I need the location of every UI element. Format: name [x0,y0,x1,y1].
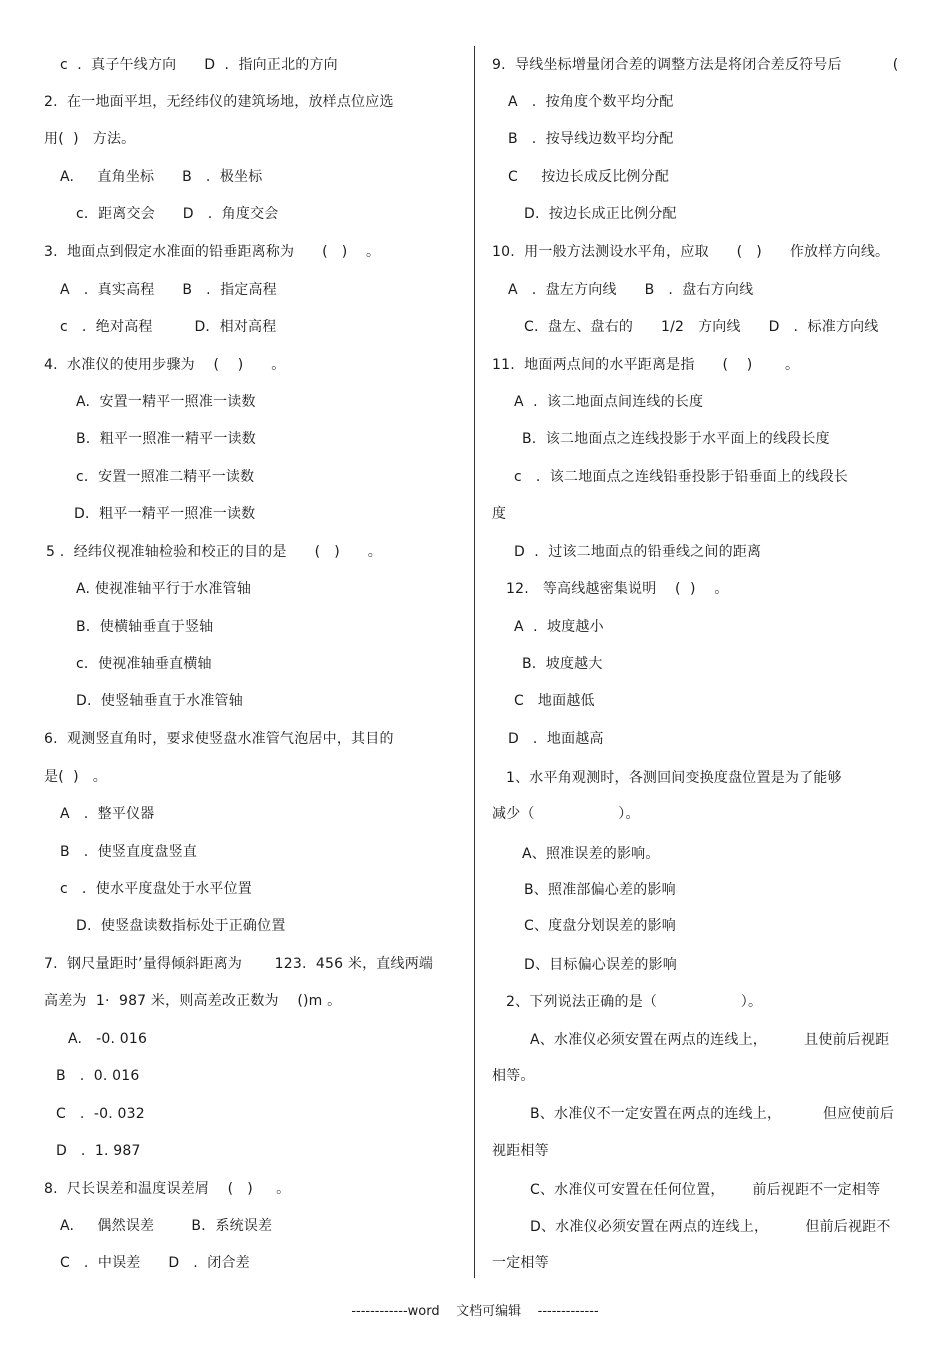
question-line: 11. 地面两点间的水平距离是指 ( ) 。 [492,357,800,373]
option-line: B. 坡度越大 [522,656,603,672]
option-line: c．安置一照准二精平一读数 [76,469,255,485]
option-line: A . 按角度个数平均分配 [508,94,674,110]
option-line: A. -0. 016 [68,1031,148,1047]
question-line: 4. 水准仪的使用步骤为 ( ) 。 [44,357,286,373]
option-line: B . 按导线边数平均分配 [508,131,674,147]
option-line: C、度盘分划误差的影响 [524,918,676,934]
question-line: 2、下列说法正确的是（ ）。 [506,994,763,1010]
option-line: B. 使横轴垂直于竖轴 [76,619,214,635]
option-line: B . 0. 016 [56,1068,140,1084]
option-line: A. 偶然误差 B．系统误差 [60,1218,273,1234]
question-line: 5 . 经纬仪视准轴检验和校正的目的是 ( ) 。 [46,544,382,560]
option-line: D．粗平一精平一照准一读数 [74,506,256,522]
option-line: D . 地面越高 [508,731,604,747]
column-divider [474,46,475,1278]
option-line: B、照准部偏心差的影响 [524,882,676,898]
option-line: c . 使水平度盘处于水平位置 [60,881,252,897]
option-line: D、目标偏心误差的影响 [524,957,677,973]
option-line: A、照准误差的影响。 [522,846,660,862]
question-line: 8. 尺长误差和温度误差屑 ( ) 。 [44,1181,291,1197]
option-line: B、水准仪不一定安置在两点的连线上， 但应使前后 [530,1106,895,1122]
question-line: 1、水平角观测时，各测回间变换度盘位置是为了能够 [506,770,842,786]
question-line: 12. 等高线越密集说明 ( ) 。 [506,581,729,597]
option-line: A . 盘左方向线 B . 盘右方向线 [508,282,754,298]
question-line: 10. 用一般方法测设水平角，应取 ( ) 作放样方向线。 [492,244,890,260]
option-line: B. 粗平一照准一精平一读数 [76,431,256,447]
option-line: 视距相等 [492,1143,549,1159]
option-line: c . 绝对高程 D．相对高程 [60,319,277,335]
option-line: C . -0. 032 [56,1106,145,1122]
option-line: D. 使竖轴垂直于水准管轴 [76,693,243,709]
option-line: D . 1. 987 [56,1143,141,1159]
option-line: 相等。 [492,1068,535,1084]
question-line: 高差为 1· 987 米，则高差改正数为 ()m 。 [44,993,342,1009]
question-line: 是( ) 。 [44,769,107,785]
option-line: 度 [492,506,507,522]
question-line: 减少（ ）。 [492,806,640,822]
option-line: A . 真实高程 B . 指定高程 [60,282,277,298]
option-line: D . 过该二地面点的铅垂线之间的距离 [514,544,762,560]
option-line: A、水准仪必须安置在两点的连线上， 且使前后视距 [530,1032,890,1048]
option-line: c . 该二地面点之连线铅垂投影于铅垂面上的线段长 [514,469,848,485]
page-footer: ------------word 文档可编辑 ------------- [351,1304,599,1319]
question-line: 6. 观测竖直角时，要求使竖盘水准管气泡居中，其目的 [44,731,394,747]
option-line: D、水准仪必须安置在两点的连线上， 但前后视距不 [530,1219,891,1235]
question-line: 2. 在一地面平坦，无经纬仪的建筑场地，放样点位应选 [44,94,394,110]
option-line: A. 安置一精平一照准一读数 [76,394,256,410]
option-line: C 地面越低 [514,693,595,709]
option-line: A. 使视准轴平行于水准管轴 [76,581,252,597]
option-line: B. 该二地面点之连线投影于水平面上的线段长度 [522,431,830,447]
question-line: 9. 导线坐标增量闭合差的调整方法是将闭合差反符号后 ( [492,57,899,73]
option-line: C. 盘左、盘右的 1/2 方向线 D . 标准方向线 [524,319,879,335]
question-line: 3. 地面点到假定水准面的铅垂距离称为 ( ) 。 [44,244,381,260]
option-line: C 按边长成反比例分配 [508,169,670,185]
option-line: D. 按边长成正比例分配 [524,206,677,222]
option-line: B . 使竖直度盘竖直 [60,844,198,860]
question-line: 用( ) 方法。 [44,131,136,147]
option-line: c．使视准轴垂直横轴 [76,656,212,672]
question-line: 7. 钢尺量距时’量得倾斜距离为 123. 456 米，直线两端 [44,956,434,972]
option-line: c．距离交会 D . 角度交会 [76,206,279,222]
option-line: D. 使竖盘读数指标处于正确位置 [76,918,286,934]
option-line: A . 整平仪器 [60,806,155,822]
option-line: C . 中误差 D . 闭合差 [60,1255,250,1271]
option-line: 一定相等 [492,1255,549,1271]
option-line: c . 真子午线方向 D . 指向正北的方向 [60,57,338,73]
option-line: A . 坡度越小 [514,619,604,635]
option-line: A . 该二地面点间连线的长度 [514,394,704,410]
option-line: C、水准仪可安置在任何位置， 前后视距不一定相等 [530,1182,881,1198]
option-line: A. 直角坐标 B . 极坐标 [60,169,263,185]
